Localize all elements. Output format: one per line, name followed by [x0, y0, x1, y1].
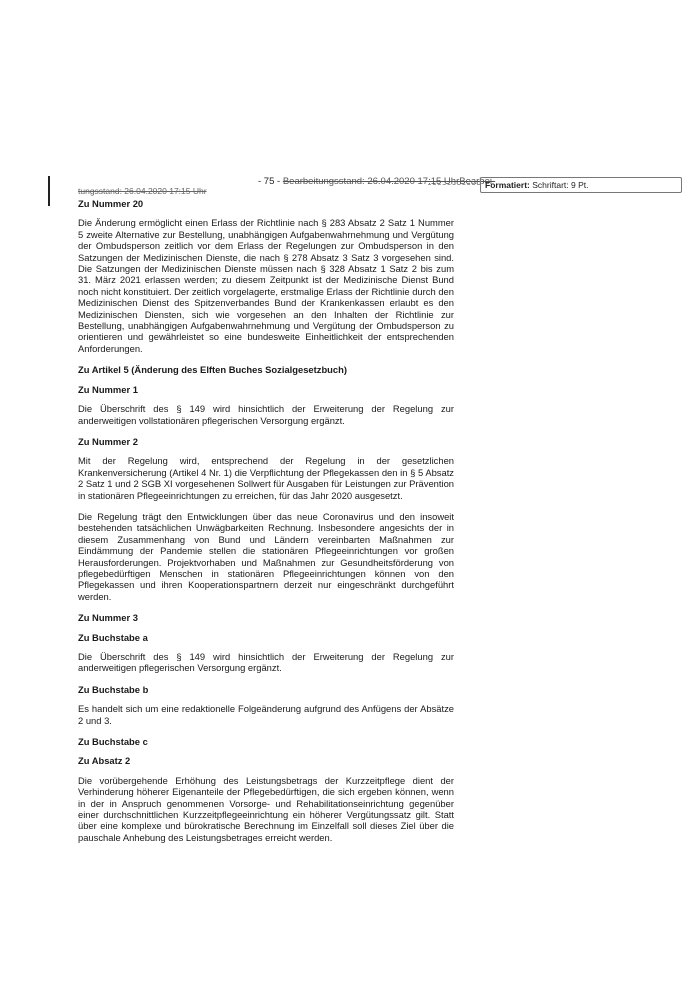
- paragraph-nummer-1: Die Überschrift des § 149 wird hinsichtlich der Erweiterung der Regelung zur anderweitigen vollstationären pflegerischen Versorgung ergänzt.: [78, 403, 454, 426]
- heading-nummer-1: Zu Nummer 1: [78, 383, 138, 395]
- paragraph-buchstabe-a: Die Überschrift des § 149 wird hinsichtlich der Erweiterung der Regelung zur anderweitigen pflegerischen Versorgung ergänzt.: [78, 651, 454, 674]
- comment-value: Schriftart: 9 Pt.: [532, 180, 589, 190]
- heading-buchstabe-b: Zu Buchstabe b: [78, 683, 149, 695]
- deleted-revision-continuation: tungsstand: 26.04.2020 17:15 Uhr: [78, 186, 207, 196]
- page-header: [258, 176, 495, 187]
- heading-nummer-20: Zu Nummer 20: [78, 198, 144, 209]
- paragraph-absatz-2: Die vorübergehende Erhöhung des Leistungsbetrags der Kurzzeitpflege dient der Verhinderung höherer Eigenanteile der Pflegebedürftigen, die sich ergeben können, wenn in der in Anspruch genommenen Vorsorge- und Rehabilitationseinrichtung gegenüber einer durchschnittlichen Kurzzeitpflegeeinrichtung ein höherer Vergütungssatz gilt. Statt über eine komplexe und bürokratische Berechnung im Einzelfall soll dieses Ziel über die pauschale Anhebung des Leistungsbetrages erreicht werden.: [78, 774, 454, 843]
- heading-buchstabe-c: Zu Buchstabe c: [78, 736, 148, 748]
- paragraph-nummer-2-b: Die Regelung trägt den Entwicklungen über das neue Coronavirus und den insoweit bestehenden tatsächlichen Unwägbarkeiten Rechnung. Insbesondere angesichts der in diesem Zusammenhang von Bund und Ländern vereinbarten Maßnahmen zur Eindämmung der Pandemie stellen die stationären Pflegeeinrichtungen vor großen Herausforderungen. Projektvorhaben und Maßnahmen zur Gesundheitsförderung von pflegebedürftigen Menschen in stationären Pflegeeinrichtungen können von den Pflegekassen und ihren Kooperationspartnern derzeit nur eingeschränkt durchgeführt werden.: [78, 510, 454, 602]
- comment-label: Formatiert:: [485, 180, 530, 190]
- heading-artikel-5: Zu Artikel 5 (Änderung des Elften Buches Sozialgesetzbuch): [78, 364, 347, 376]
- heading-nummer-2: Zu Nummer 2: [78, 435, 138, 447]
- paragraph-nummer-20: Die Änderung ermöglicht einen Erlass der Richtlinie nach § 283 Absatz 2 Satz 1 Nummer 5 zweite Alternative zur Bestellung, unabhängigen Aufgabenwahrnehmung und Vergütung der Ombudsperson zeitlich vor dem Erlass der Regelungen zur Ombudsperson in den Satzungen der Medizinischen Dienste, die nach § 278 Absatz 3 Satz 3 vorgesehen sind. Die Satzungen der Medizinischen Dienste müssen nach § 328 Absatz 1 Satz 2 bis zum 31. März 2021 erlassen werden; zu diesem Zeitpunkt ist der Medizinische Dienst Bund noch nicht konstituiert. Der zeitlich vorgelagerte, erstmalige Erlass der Richtlinie durch den Medizinischen Dienst des Spitzenverbandes Bund der Krankenkassen erlaubt es den Medizinischen Diensten, sich wie vorgesehen an den Inhalten der Richtlinie zur Bestellung, unabhängigen Aufgabenwahrnehmung und Vergütung der Ombudsperson zu orientieren und gewährleistet so eine bundesweite Einheitlichkeit der entsprechenden Anforderungen.: [78, 217, 454, 354]
- formatting-comment[interactable]: [480, 177, 682, 193]
- deleted-revision-text: Bearbeitungsstand: 26.04.2020 17:15 UhrBearbei-: [282, 176, 496, 187]
- heading-buchstabe-a: Zu Buchstabe a: [78, 631, 148, 643]
- document-body: [78, 198, 454, 853]
- heading-nummer-3: Zu Nummer 3: [78, 612, 138, 624]
- heading-absatz-2: Zu Absatz 2: [78, 755, 131, 767]
- change-bar: [48, 176, 50, 206]
- page-number: - 75 -: [258, 176, 281, 187]
- paragraph-nummer-2-a: Mit der Regelung wird, entsprechend der Regelung in der gesetzlichen Krankenversicherung (Artikel 4 Nr. 1) die Verpflichtung der Pflegekassen den in § 5 Absatz 2 Satz 1 und 2 SGB XI vorgesehenen Sollwert für Ausgaben für Leistungen zur Prävention in stationären Pflegeeinrichtungen zu erreichen, für das Jahr 2020 ausgesetzt.: [78, 455, 454, 501]
- comment-connector: [428, 184, 480, 185]
- paragraph-buchstabe-b: Es handelt sich um eine redaktionelle Folgeänderung aufgrund des Anfügens der Absätze 2 und 3.: [78, 703, 454, 726]
